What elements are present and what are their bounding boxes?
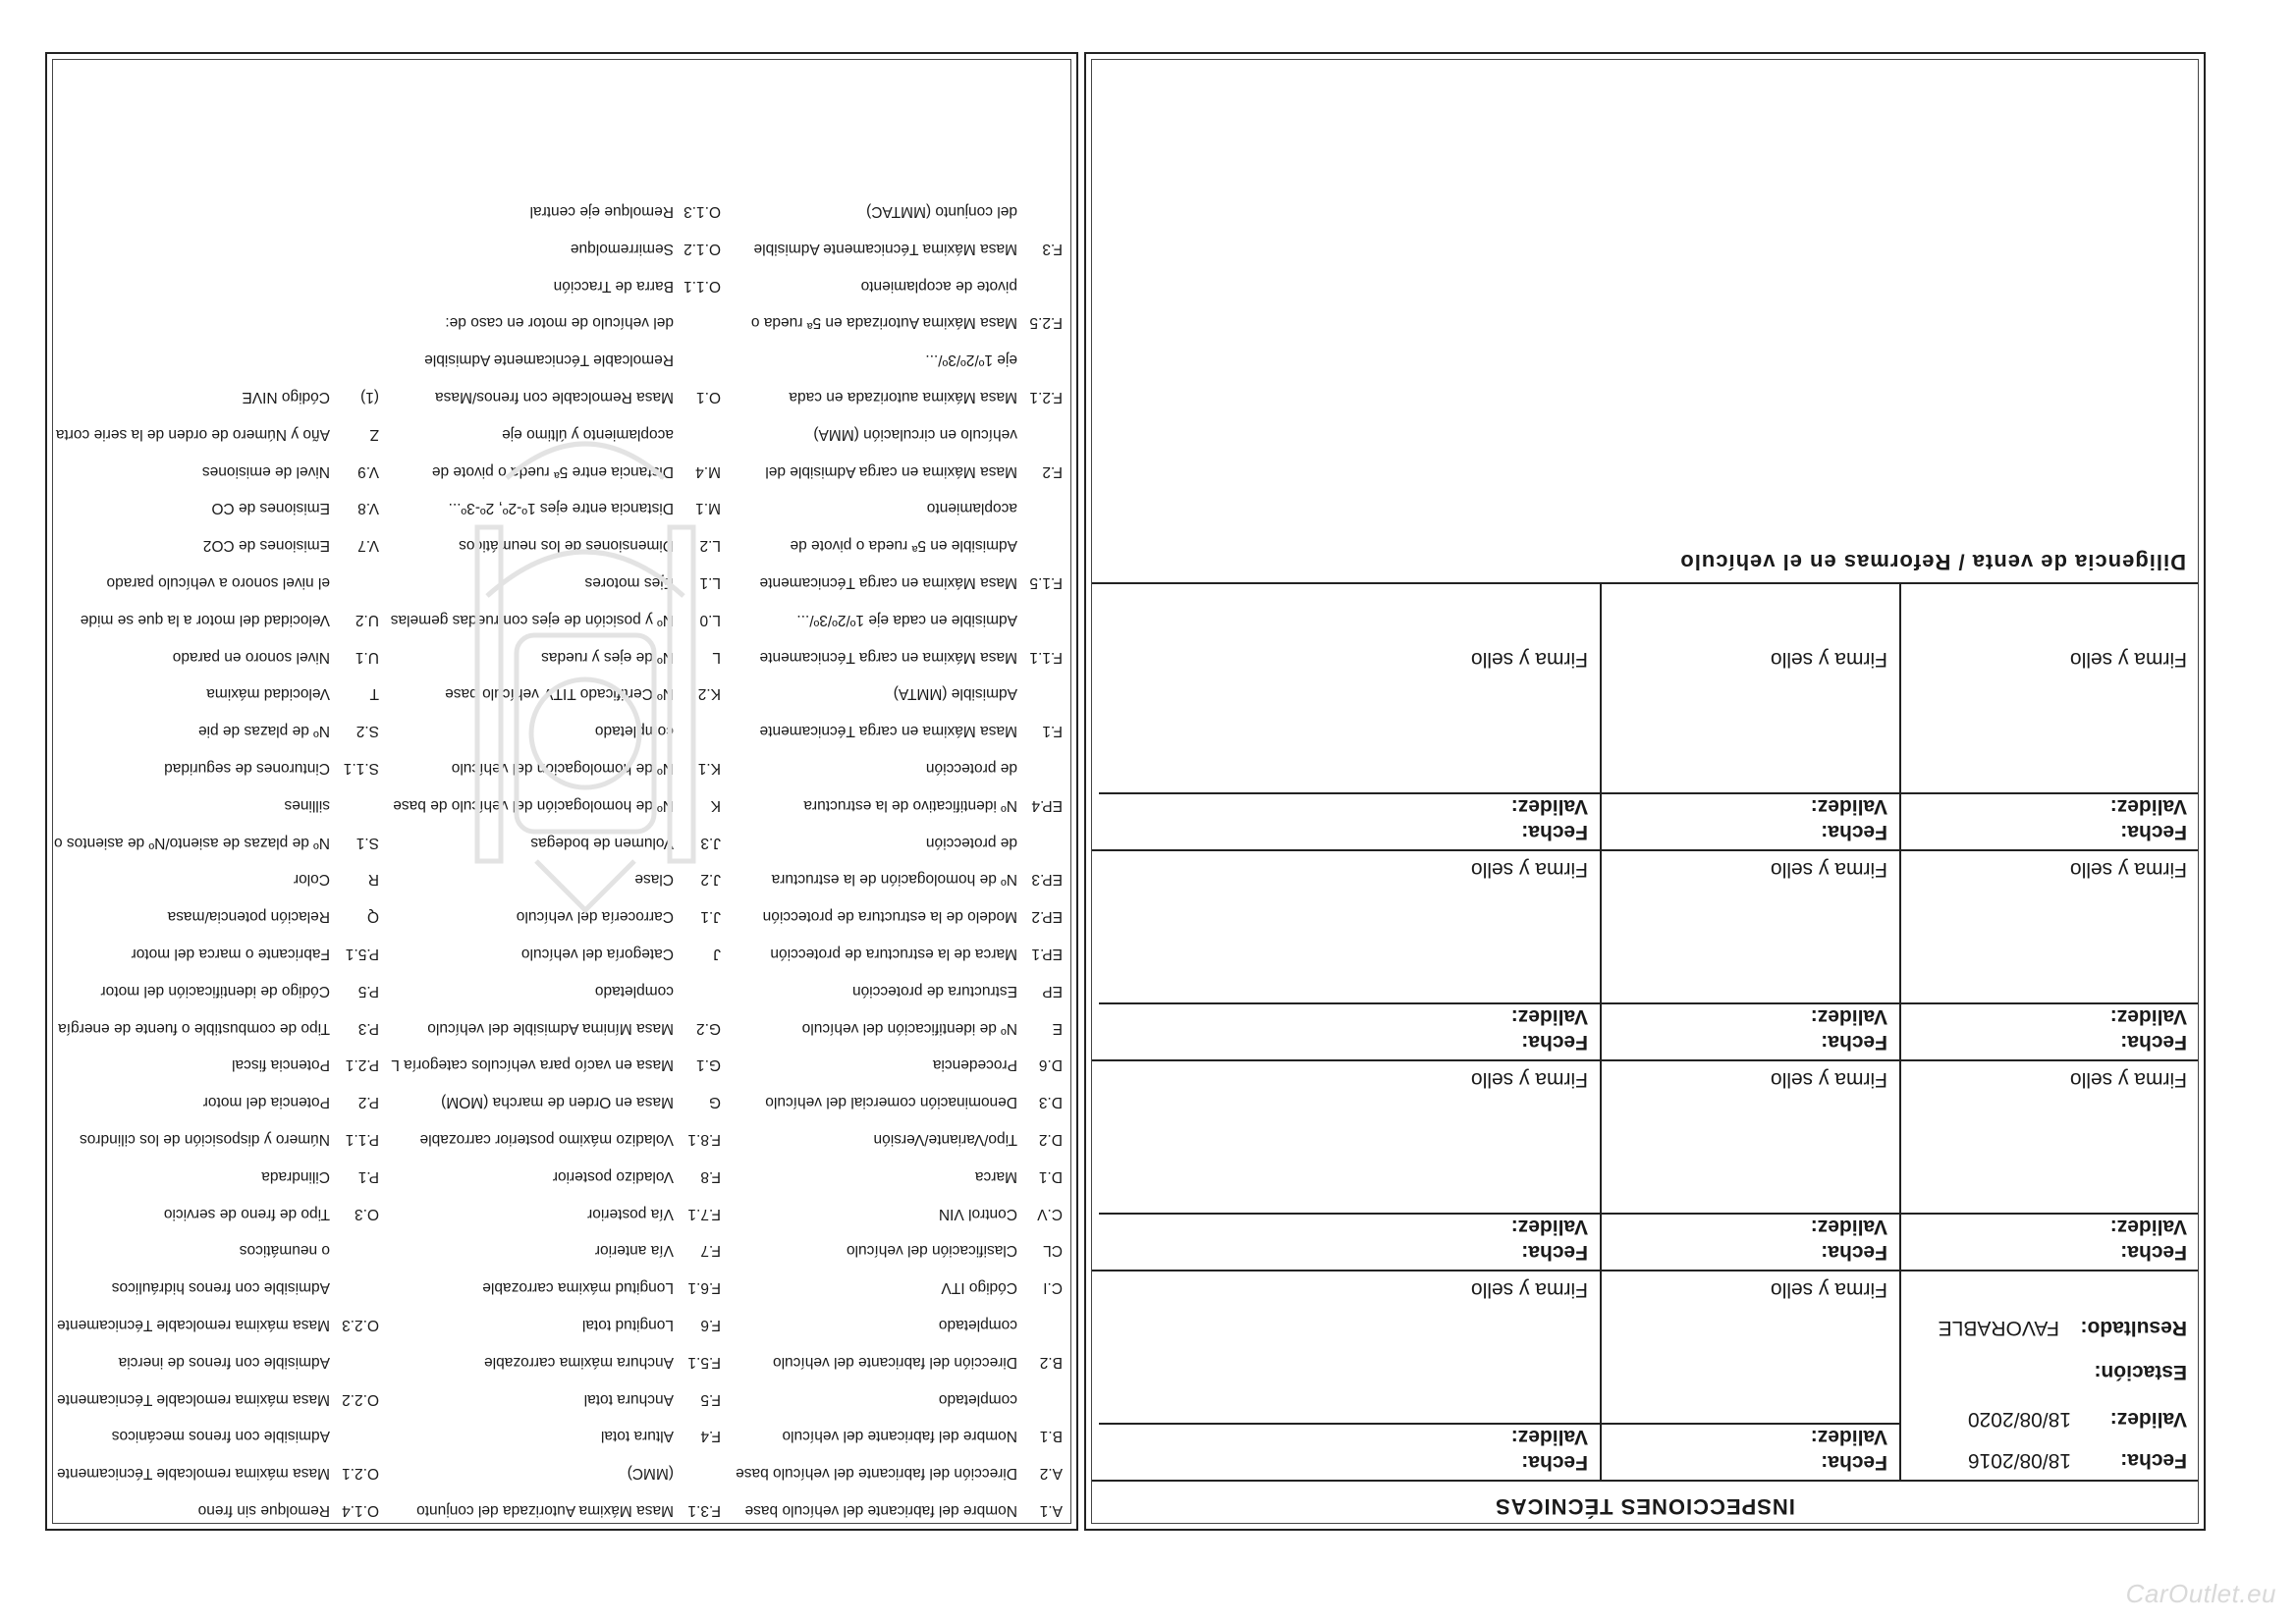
firma-y-sello: Firma y sello: [1770, 1068, 1887, 1091]
fecha-label: Fecha:: [1821, 1451, 1887, 1474]
code-description: sillines: [284, 796, 330, 814]
validez-label: Validez:: [1810, 1426, 1887, 1448]
code-label: O.1.2: [683, 240, 721, 257]
validez-label: Validez:: [1510, 1426, 1588, 1448]
firma-y-sello: Firma y sello: [1470, 648, 1588, 671]
code-description: Semirremolque: [570, 240, 674, 257]
validez-label: Validez:: [1510, 1005, 1588, 1028]
code-description: Nº de homologación del vehículo de base: [393, 796, 674, 814]
code-label: F.3: [1042, 240, 1063, 257]
code-label: F.5: [700, 1390, 721, 1408]
code-description: Remolcable Técnicamente Admisible: [424, 352, 674, 369]
code-label: F.4: [700, 1428, 721, 1445]
code-description: Voladizo máximo posterior carrozable: [419, 1131, 674, 1148]
code-label: P.5.1: [345, 946, 379, 962]
code-label: M.4: [695, 462, 721, 480]
code-description: Anchura total: [583, 1390, 674, 1408]
code-description: acoplamiento y último eje: [502, 425, 674, 443]
validez-label: Validez:: [1810, 1216, 1887, 1238]
code-label: O.2.2: [342, 1390, 379, 1408]
code-label: F.1.5: [1029, 574, 1063, 591]
code-label: J.2: [700, 871, 721, 889]
code-label: L.1: [699, 574, 721, 591]
firma-y-sello: Firma y sello: [2069, 648, 2187, 671]
code-label: F.3.1: [687, 1502, 721, 1519]
code-description: Volumen de bodegas: [530, 834, 674, 851]
code-description: del vehículo de motor en caso de:: [445, 314, 674, 332]
code-description: Procedencia: [932, 1056, 1017, 1074]
code-description: Cinturones de seguridad: [164, 760, 330, 777]
validez-label: Validez:: [2109, 1005, 2187, 1028]
firma-y-sello: Firma y sello: [2069, 1068, 2187, 1091]
code-description: Potencia del motor: [202, 1094, 330, 1111]
firma-y-sello: Firma y sello: [1770, 1278, 1887, 1301]
fecha-label: Fecha:: [2120, 821, 2187, 843]
code-label: O.3: [355, 1205, 379, 1222]
code-description: Marca: [974, 1167, 1017, 1185]
fecha-label: Fecha:: [2120, 1031, 2187, 1054]
code-description: o neumáticos: [239, 1242, 330, 1260]
code-description: Nivel sonoro en parado: [172, 648, 330, 666]
code-description: Tipo de freno de servicio: [163, 1205, 330, 1222]
code-description: Clase: [634, 871, 674, 889]
code-description: de protección: [925, 760, 1017, 777]
code-label: O.2.1: [342, 1465, 379, 1483]
fecha-label: Fecha:: [1821, 821, 1887, 843]
code-description: Nombre del fabricante del vehículo: [782, 1428, 1017, 1445]
code-description: Masa Máxima en carga Admisible del: [765, 462, 1017, 480]
code-label: EP.4: [1031, 796, 1063, 814]
code-label: R: [367, 871, 379, 889]
code-description: Código ITV: [941, 1279, 1017, 1297]
fecha-label: Fecha:: [1521, 1241, 1588, 1264]
code-description: Nombre del fabricante del vehículo base: [744, 1502, 1017, 1519]
code-description: Nº de homologación del vehículo: [451, 760, 674, 777]
validez-label: Validez:: [1510, 1216, 1588, 1238]
code-description: Longitud máxima carrozable: [482, 1279, 674, 1297]
code-description: el nivel sonoro a vehículo parado: [106, 574, 330, 591]
code-label: EP.3: [1031, 871, 1063, 889]
code-label: A.1: [1039, 1502, 1063, 1519]
code-description: completado: [938, 1317, 1017, 1333]
code-description: eje 1º/2º/3º/...: [925, 352, 1017, 369]
code-label: D.3: [1038, 1094, 1063, 1111]
code-description: Velocidad máxima: [206, 685, 330, 703]
code-label: F.1.1: [1029, 648, 1063, 666]
code-label: L.2: [699, 537, 721, 555]
code-description: Barra de Tracción: [553, 277, 674, 295]
code-label: F.7: [700, 1242, 721, 1260]
code-label: F.2.5: [1029, 314, 1063, 332]
resultado-label: Resultado:: [2080, 1317, 2187, 1339]
code-description: Masa Máxima en carga Técnicamente: [759, 574, 1017, 591]
code-label: G: [708, 1094, 721, 1111]
code-label: D.6: [1038, 1056, 1063, 1074]
code-description: Masa Mínima Admisible del vehículo: [427, 1019, 674, 1037]
code-label: K.2: [697, 685, 721, 703]
code-description: Control VIN: [938, 1205, 1017, 1222]
code-description: Cilindrada: [261, 1167, 330, 1185]
code-description: Altura total: [600, 1428, 674, 1445]
code-label: M.1: [695, 500, 721, 517]
code-label: T: [369, 685, 379, 703]
code-description: completado: [938, 1390, 1017, 1408]
code-description: pivote de acoplamiento: [860, 277, 1017, 295]
firma-y-sello: Firma y sello: [1470, 1278, 1588, 1301]
code-description: Vía anterior: [594, 1242, 674, 1260]
code-description: Velocidad del motor a la que se mide: [80, 611, 330, 628]
code-description: Anchura máxima carrozable: [484, 1353, 674, 1371]
code-label: F.8.1: [687, 1131, 721, 1148]
code-description: Masa máxima remolcable Técnicamente: [57, 1390, 330, 1408]
code-description: Nº de plazas de pie: [197, 723, 330, 740]
code-label: K: [710, 796, 721, 814]
code-description: Código de identificación del motor: [100, 982, 330, 1000]
code-description: Estructura de protección: [851, 982, 1017, 1000]
code-description: Distancia entre ejes 1º-2º, 2º-3º...: [448, 500, 674, 517]
code-description: Nº de plazas de asiento/Nº de asientos o: [53, 834, 330, 851]
code-label: E: [1052, 1019, 1063, 1037]
code-label: EP.2: [1031, 908, 1063, 926]
code-label: F.1: [1042, 723, 1063, 740]
faded-coat-of-arms: [448, 370, 723, 920]
code-label: V.9: [357, 462, 379, 480]
code-description: completado: [594, 982, 674, 1000]
code-description: Masa Máxima Técnicamente Admisible: [753, 240, 1017, 257]
code-label: A.2: [1039, 1465, 1063, 1483]
firma-y-sello: Firma y sello: [1470, 858, 1588, 881]
code-description: Número y disposición de los cilindros: [79, 1131, 330, 1148]
code-description: Masa Máxima Autorizada en 5ª rueda o: [750, 314, 1017, 332]
validez-label: Validez:: [1510, 795, 1588, 818]
code-label: J: [713, 946, 721, 962]
code-description: Masa Máxima en carga Técnicamente: [759, 648, 1017, 666]
code-description: Tipo de combustible o fuente de energía: [58, 1019, 330, 1037]
code-label: J.3: [700, 834, 721, 851]
code-label: CL: [1043, 1242, 1063, 1260]
code-label: B.1: [1039, 1428, 1063, 1445]
code-description: Año y Número de orden de la serie corta: [55, 425, 330, 443]
code-label: P.1.1: [345, 1131, 379, 1148]
fecha-label: Fecha:: [1821, 1241, 1887, 1264]
fecha-label: Fecha:: [2120, 1449, 2187, 1472]
code-description: Remolque sin freno: [197, 1502, 330, 1519]
code-label: U.1: [355, 648, 379, 666]
code-label: S.1.1: [343, 760, 379, 777]
code-label: F.7.1: [687, 1205, 721, 1222]
code-description: Nº identificativo de la estructura: [803, 796, 1017, 814]
code-label: U.2: [355, 611, 379, 628]
code-label: L: [712, 648, 721, 666]
code-label: V.7: [357, 537, 379, 555]
code-label: F.2.1: [1029, 389, 1063, 406]
code-description: Emisiones de CO: [211, 500, 330, 517]
code-description: vehículo en circulación (MMA): [813, 425, 1017, 443]
code-label: P.3: [357, 1019, 379, 1037]
code-description: Ejes motores: [584, 574, 674, 591]
fecha-label: Fecha:: [1521, 1451, 1588, 1474]
code-description: Nº Certificado TITV vehículo base: [445, 685, 674, 703]
code-description: Denominación comercial del vehículo: [765, 1094, 1017, 1111]
code-description: Admisible con frenos mecánicos: [111, 1428, 330, 1445]
code-description: Fabricante o marca del motor: [131, 946, 330, 962]
code-label: F.6: [700, 1317, 721, 1333]
code-label: F.6.1: [687, 1279, 721, 1297]
code-label: (1): [360, 389, 379, 406]
code-description: Nivel de emisiones: [201, 462, 330, 480]
code-description: Nº de ejes y ruedas: [541, 648, 674, 666]
code-label: F.5.1: [687, 1353, 721, 1371]
fecha-label: Fecha:: [1521, 821, 1588, 843]
validez-label: Validez:: [2109, 1408, 2187, 1431]
code-label: O.2.3: [342, 1317, 379, 1333]
code-label: B.2: [1039, 1353, 1063, 1371]
code-description: Masa Máxima Autorizada del conjunto: [416, 1502, 674, 1519]
code-description: Voladizo posterior: [552, 1167, 674, 1185]
code-label: P.1: [357, 1167, 379, 1185]
code-description: Admisible (MMTA): [893, 685, 1017, 703]
code-label: K.1: [697, 760, 721, 777]
code-description: Nº de identificación del vehículo: [801, 1019, 1017, 1037]
code-description: Nº y posición de ejes con ruedas gemelas: [390, 611, 674, 628]
code-description: Masa máxima remolcable Técnicamente: [57, 1317, 330, 1333]
code-label: O.1.4: [342, 1502, 379, 1519]
code-description: Modelo de la estructura de protección: [762, 908, 1017, 926]
code-description: Distancia entre 5ª rueda o pivote de: [431, 462, 674, 480]
code-description: Masa en Orden de marcha (MOM): [441, 1094, 674, 1111]
code-description: Marca de la estructura de protección: [770, 946, 1017, 962]
code-description: acoplamiento: [926, 500, 1017, 517]
code-description: Admisible en 5ª rueda o pivote de: [790, 537, 1017, 555]
code-label: C.V: [1037, 1205, 1063, 1222]
codes-panel: [45, 52, 1078, 1531]
code-label: Q: [366, 908, 379, 926]
validez-label: Validez:: [1810, 1005, 1887, 1028]
code-description: Tipo/Variante/Versión: [873, 1131, 1017, 1148]
code-description: Color: [293, 871, 330, 889]
code-label: EP.1: [1031, 946, 1063, 962]
code-description: Masa Máxima en carga Técnicamente: [759, 723, 1017, 740]
validez-label: Validez:: [2109, 1216, 2187, 1238]
code-label: O.1: [696, 389, 721, 406]
code-description: Dirección del fabricante del vehículo: [773, 1353, 1017, 1371]
validez-value: 18/08/2020: [1967, 1408, 2071, 1431]
code-label: L.0: [699, 611, 721, 628]
code-description: completado: [594, 723, 674, 740]
firma-y-sello: Firma y sello: [2069, 858, 2187, 881]
firma-y-sello: Firma y sello: [1770, 858, 1887, 881]
estacion-label: Estación:: [2094, 1361, 2187, 1383]
inspecciones-panel: [1084, 52, 2206, 1531]
code-label: G.2: [696, 1019, 721, 1037]
code-description: Masa Máxima autorizada en cada: [789, 389, 1017, 406]
code-description: (MMC): [627, 1465, 674, 1483]
code-description: Dimensiones de los neumáticos: [459, 537, 674, 555]
code-label: V.8: [357, 500, 379, 517]
code-label: O.1.3: [683, 203, 721, 220]
code-label: D.1: [1038, 1167, 1063, 1185]
code-label: P.2: [357, 1094, 379, 1111]
code-description: Nº de homologación de la estructura: [771, 871, 1017, 889]
watermark: CarOutlet.eu: [2125, 1579, 2276, 1608]
code-description: Admisible en cada eje 1º/2º/3º/...: [796, 611, 1017, 628]
validez-label: Validez:: [1810, 795, 1887, 818]
code-description: Clasificación del vehículo: [846, 1242, 1017, 1260]
code-description: Admisible con frenos de inercia: [118, 1353, 330, 1371]
code-description: del conjunto (MMTAC): [866, 203, 1017, 220]
code-label: J.1: [700, 908, 721, 926]
code-label: F.8: [700, 1167, 721, 1185]
code-description: Potencia fiscal: [232, 1056, 330, 1074]
code-description: Carrocería del vehículo: [516, 908, 674, 926]
diligencia-title: Diligencia de venta / Reformas en el vehículo: [1679, 550, 2186, 574]
code-label: D.2: [1038, 1131, 1063, 1148]
fecha-label: Fecha:: [1821, 1031, 1887, 1054]
code-description: Código NIVE: [242, 389, 330, 406]
code-description: Categoría del vehículo: [520, 946, 674, 962]
code-label: S.2: [355, 723, 379, 740]
code-description: Relación potencia/masa: [167, 908, 330, 926]
resultado-value: FAVORABLE: [1938, 1317, 2059, 1339]
code-description: Masa Remolcable con frenos/Masa: [435, 389, 674, 406]
fecha-label: Fecha:: [2120, 1241, 2187, 1264]
firma-y-sello: Firma y sello: [1470, 1068, 1588, 1091]
inspecciones-title: INSPECCIONES TÉCNICAS: [1495, 1494, 1795, 1519]
code-description: Masa en vacío para vehículos categoría L: [391, 1056, 674, 1074]
code-label: F.2: [1042, 462, 1063, 480]
code-description: de protección: [925, 834, 1017, 851]
fecha-value: 18/08/2016: [1967, 1449, 2071, 1472]
code-label: O.1.1: [683, 277, 721, 295]
fecha-label: Fecha:: [1521, 1031, 1588, 1054]
code-description: Remolque eje central: [529, 203, 674, 220]
firma-y-sello: Firma y sello: [1770, 648, 1887, 671]
code-description: Longitud total: [581, 1317, 674, 1333]
code-description: Admisible con frenos hidráulicos: [111, 1279, 330, 1297]
code-description: Emisiones de CO2: [202, 537, 330, 555]
code-description: Masa máxima remolcable Técnicamente: [57, 1465, 330, 1483]
code-label: S.1: [355, 834, 379, 851]
code-label: G.1: [696, 1056, 721, 1074]
code-label: Z: [369, 425, 379, 443]
code-description: Vía posterior: [587, 1205, 674, 1222]
code-label: P.5: [357, 982, 379, 1000]
code-description: Dirección del fabricante del vehículo base: [736, 1465, 1017, 1483]
validez-label: Validez:: [2109, 795, 2187, 818]
code-label: C.I: [1043, 1279, 1063, 1297]
code-label: EP: [1042, 982, 1063, 1000]
code-label: P.2.1: [345, 1056, 379, 1074]
